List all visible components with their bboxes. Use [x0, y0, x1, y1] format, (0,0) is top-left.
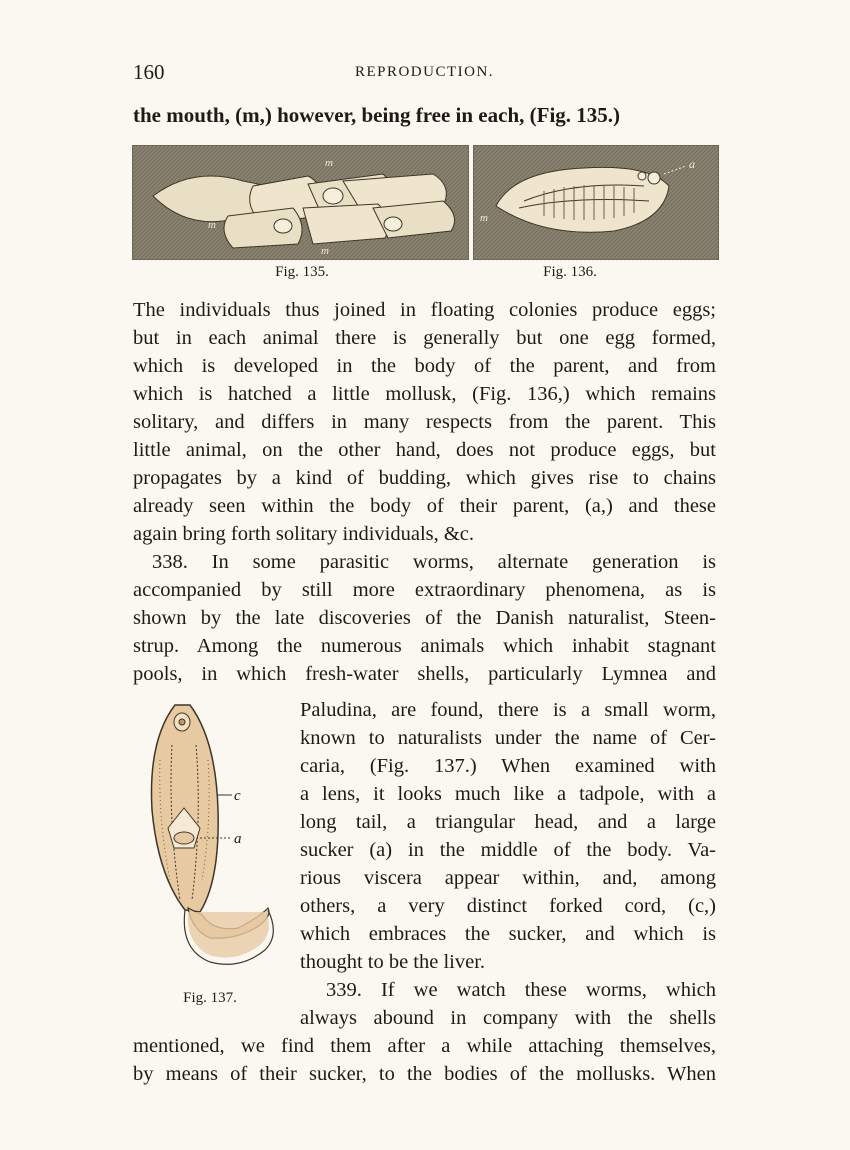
running-head: REPRODUCTION.: [354, 64, 495, 80]
text-line-17: known to naturalists under the name of Cer-: [300, 727, 716, 749]
text-line-1: the mouth, (m,) however, being free in each, (Fig. 135.): [133, 103, 621, 127]
text-line-25: thought to be the liver.: [300, 951, 486, 973]
fig137-label-a: a: [234, 831, 242, 847]
text-line-14: strup. Among the numerous animals which inhabit stagnant: [133, 635, 716, 657]
text-line-3: but in each animal there is generally but one egg formed,: [133, 327, 716, 349]
text-line-20: long tail, a triangular head, and a large: [300, 811, 716, 833]
figure-135-illustration: [133, 146, 468, 259]
fig137-label-c: c: [234, 788, 241, 804]
figure-136: [473, 145, 719, 260]
text-line-2: The individuals thus joined in floating colonies produce eggs;: [133, 299, 716, 321]
text-line-12: accompanied by still more extraordinary phenomena, as is: [133, 579, 716, 601]
figure-137: [140, 700, 290, 990]
text-line-8: propagates by a kind of budding, which gives rise to chains: [133, 467, 716, 489]
page-header: [133, 60, 716, 90]
text-line-13: shown by the late discoveries of the Danish naturalist, Steen-: [133, 607, 716, 629]
text-line-7: little animal, on the other hand, does not produce eggs, but: [133, 439, 716, 461]
figure-135-caption: Fig. 135.: [275, 264, 329, 280]
figure-136-caption: Fig. 136.: [543, 264, 597, 280]
text-line-18: caria, (Fig. 137.) When examined with: [300, 755, 716, 777]
text-line-26: 339. If we watch these worms, which: [326, 979, 716, 1001]
page-number: 160: [133, 60, 165, 84]
text-line-21: sucker (a) in the middle of the body. Va-: [300, 839, 716, 861]
text-line-15: pools, in which fresh-water shells, particularly Lymnea and: [133, 663, 716, 685]
figure-137-caption: Fig. 137.: [183, 990, 237, 1006]
figure-136-illustration: [474, 146, 718, 259]
text-line-23: others, a very distinct forked cord, (c,): [300, 895, 716, 917]
fig135-label-m-left: m: [208, 219, 216, 231]
text-line-4: which is developed in the body of the parent, and from: [133, 355, 716, 377]
figure-137-illustration: [140, 700, 290, 990]
fig135-label-m-top: m: [325, 157, 333, 169]
text-line-24: which embraces the sucker, and which is: [300, 923, 716, 945]
fig135-label-m-bottom: m: [321, 245, 329, 257]
text-line-29: by means of their sucker, to the bodies of the mollusks. When: [133, 1063, 716, 1085]
text-line-19: a lens, it looks much like a tadpole, with a: [300, 783, 716, 805]
text-line-5: which is hatched a little mollusk, (Fig. 136,) which remains: [133, 383, 716, 405]
text-line-16: Paludina, are found, there is a small worm,: [300, 699, 716, 721]
text-line-28: mentioned, we find them after a while attaching themselves,: [133, 1035, 716, 1057]
text-line-6: solitary, and differs in many respects from the parent. This: [133, 411, 716, 433]
fig136-label-a: a: [689, 157, 695, 171]
text-line-27: always abound in company with the shells: [300, 1007, 716, 1029]
text-line-10: again bring forth solitary individuals, &c.: [133, 523, 475, 545]
text-line-11: 338. In some parasitic worms, alternate generation is: [152, 551, 716, 573]
figure-135: [132, 145, 469, 260]
text-line-22: rious viscera appear within, and, among: [300, 867, 716, 889]
fig136-label-m: m: [480, 212, 488, 224]
text-line-9: already seen within the body of their parent, (a,) and these: [133, 495, 716, 517]
